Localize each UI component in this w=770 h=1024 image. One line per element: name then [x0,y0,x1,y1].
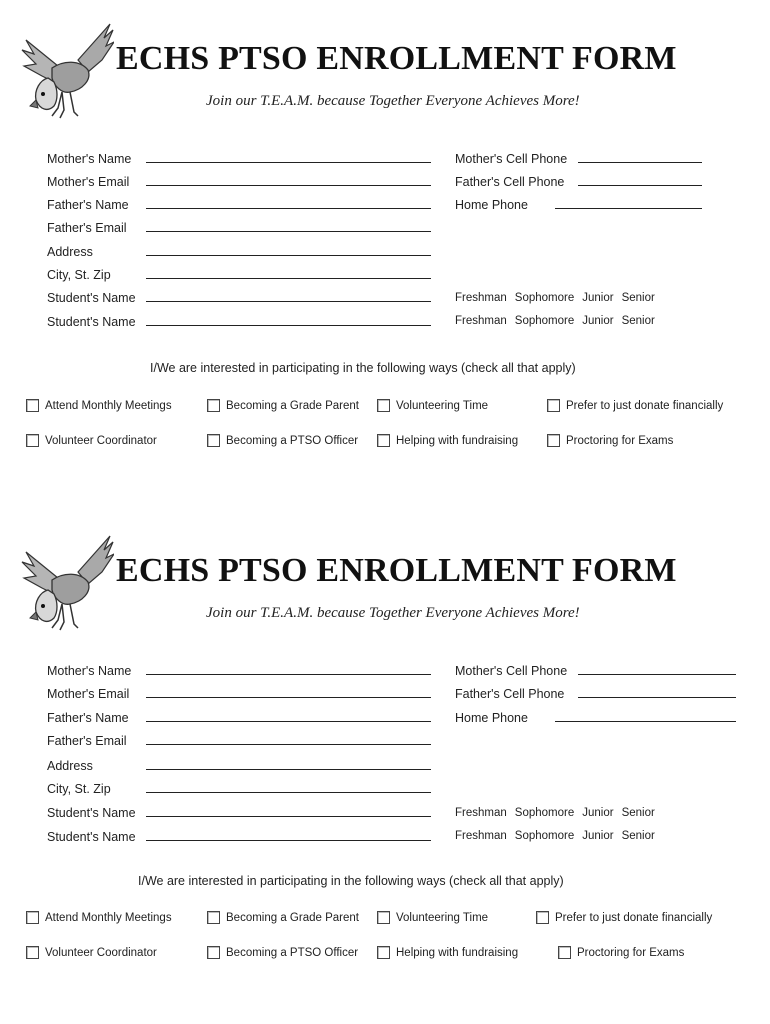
city-state-zip-label: City, St. Zip [47,782,111,796]
city-state-zip-label: City, St. Zip [47,268,111,282]
city-state-zip-field[interactable] [146,792,431,793]
checkbox-donate-financially[interactable] [536,911,712,924]
form-subtitle: Join our T.E.A.M. because Together Everyone Achieves More! [206,93,580,109]
student-name-field-2[interactable] [146,840,431,841]
fathers-cell-phone-field[interactable] [578,185,702,186]
checkbox-label: Becoming a PTSO Officer [226,946,359,959]
checkbox-label: Attend Monthly Meetings [45,399,172,412]
mothers-email-field[interactable] [146,697,431,698]
fathers-name-field[interactable] [146,208,431,209]
form-subtitle: Join our T.E.A.M. because Together Everyone Achieves More! [206,605,580,621]
city-state-zip-field[interactable] [146,278,431,279]
checkbox-label: Volunteer Coordinator [45,434,157,447]
interest-statement: I/We are interested in participating in the following ways (check all that apply) [138,874,564,888]
checkbox-ptso-officer[interactable] [207,434,358,447]
grade-options-2[interactable] [455,315,663,327]
checkbox-volunteer-coordinator[interactable] [26,946,157,959]
checkbox-label: Becoming a PTSO Officer [226,434,359,447]
home-phone-label: Home Phone [455,711,528,725]
checkbox-label: Becoming a Grade Parent [226,911,359,924]
mothers-name-field[interactable] [146,674,431,675]
student-name-label-1: Student's Name [47,291,136,305]
checkbox-label: Helping with fundraising [396,946,519,959]
fathers-email-field[interactable] [146,744,431,745]
grade-junior[interactable]: Junior [582,830,614,842]
checkbox-label: Becoming a Grade Parent [226,399,359,412]
fathers-cell-phone-field[interactable] [578,697,736,698]
grade-options-1[interactable] [455,292,663,304]
checkbox-label: Volunteering Time [396,399,489,412]
home-phone-field[interactable] [555,208,702,209]
checkbox-box[interactable] [377,911,390,924]
home-phone-label: Home Phone [455,198,528,212]
student-name-label-1: Student's Name [47,806,136,820]
grade-options-1[interactable] [455,807,663,819]
checkbox-box[interactable] [547,399,560,412]
mothers-cell-phone-field[interactable] [578,162,702,163]
fathers-name-label: Father's Name [47,711,129,725]
eagle-logo-icon [18,532,114,632]
checkbox-fundraising[interactable] [377,434,518,447]
checkbox-box[interactable] [26,911,39,924]
grade-senior[interactable]: Senior [621,292,655,304]
mothers-cell-phone-label: Mother's Cell Phone [455,664,568,678]
checkbox-box[interactable] [377,946,390,959]
mothers-email-label: Mother's Email [47,687,130,701]
grade-senior[interactable]: Senior [621,807,655,819]
checkbox-label: Helping with fundraising [396,434,519,447]
grade-freshman[interactable]: Freshman [455,292,507,304]
checkbox-label: Prefer to just donate financially [566,399,724,412]
checkbox-box[interactable] [26,434,39,447]
enrollment-form-2 [0,512,770,1024]
grade-freshman[interactable]: Freshman [455,315,507,327]
checkbox-box[interactable] [26,946,39,959]
grade-freshman[interactable]: Freshman [455,807,507,819]
checkbox-grade-parent[interactable] [207,399,359,412]
checkbox-attend-monthly-meetings[interactable] [26,911,172,924]
grade-sophomore[interactable]: Sophomore [514,830,575,842]
checkbox-volunteering-time[interactable] [377,399,488,412]
checkbox-box[interactable] [207,946,220,959]
fathers-email-label: Father's Email [47,734,127,748]
form-title: ECHS PTSO ENROLLMENT FORM [116,40,677,77]
checkbox-box[interactable] [207,399,220,412]
fathers-cell-phone-label: Father's Cell Phone [455,175,565,189]
student-name-label-2: Student's Name [47,830,136,844]
mothers-name-label: Mother's Name [47,152,132,166]
checkbox-box[interactable] [207,434,220,447]
fathers-email-field[interactable] [146,231,431,232]
address-field[interactable] [146,769,431,770]
checkbox-volunteer-coordinator[interactable] [26,434,157,447]
checkbox-label: Volunteering Time [396,911,489,924]
checkbox-attend-monthly-meetings[interactable] [26,399,172,412]
checkbox-grade-parent[interactable] [207,911,359,924]
checkbox-label: Attend Monthly Meetings [45,911,172,924]
fathers-email-label: Father's Email [47,221,127,235]
mothers-email-label: Mother's Email [47,175,130,189]
student-name-field-2[interactable] [146,325,431,326]
fathers-name-label: Father's Name [47,198,129,212]
grade-junior[interactable]: Junior [582,315,614,327]
grade-sophomore[interactable]: Sophomore [514,315,575,327]
grade-junior[interactable]: Junior [582,292,614,304]
checkbox-ptso-officer[interactable] [207,946,358,959]
grade-sophomore[interactable]: Sophomore [514,292,575,304]
checkbox-box[interactable] [377,399,390,412]
interest-statement: I/We are interested in participating in the following ways (check all that apply) [150,361,576,375]
checkbox-volunteering-time[interactable] [377,911,488,924]
checkbox-fundraising[interactable] [377,946,518,959]
grade-senior[interactable]: Senior [621,315,655,327]
eagle-logo-icon [18,20,114,120]
address-label: Address [47,245,93,259]
fathers-name-field[interactable] [146,721,431,722]
checkbox-box[interactable] [558,946,571,959]
grade-senior[interactable]: Senior [621,830,655,842]
mothers-email-field[interactable] [146,185,431,186]
checkbox-donate-financially[interactable] [547,399,723,412]
student-name-field-1[interactable] [146,301,431,302]
grade-options-2[interactable] [455,830,663,842]
grade-junior[interactable]: Junior [582,807,614,819]
home-phone-field[interactable] [555,721,736,722]
checkbox-proctoring-exams[interactable] [558,946,684,959]
checkbox-label: Proctoring for Exams [577,946,685,959]
checkbox-label: Volunteer Coordinator [45,946,157,959]
grade-sophomore[interactable]: Sophomore [514,807,575,819]
address-label: Address [47,759,93,773]
checkbox-proctoring-exams[interactable] [547,434,673,447]
mothers-cell-phone-label: Mother's Cell Phone [455,152,568,166]
mothers-name-label: Mother's Name [47,664,132,678]
mothers-name-field[interactable] [146,162,431,163]
fathers-cell-phone-label: Father's Cell Phone [455,687,565,701]
mothers-cell-phone-field[interactable] [578,674,736,675]
form-title: ECHS PTSO ENROLLMENT FORM [116,552,677,589]
student-name-label-2: Student's Name [47,315,136,329]
checkbox-label: Proctoring for Exams [566,434,674,447]
checkbox-box[interactable] [377,434,390,447]
grade-freshman[interactable]: Freshman [455,830,507,842]
student-name-field-1[interactable] [146,816,431,817]
checkbox-box[interactable] [207,911,220,924]
checkbox-box[interactable] [547,434,560,447]
checkbox-box[interactable] [26,399,39,412]
address-field[interactable] [146,255,431,256]
checkbox-box[interactable] [536,911,549,924]
checkbox-label: Prefer to just donate financially [555,911,713,924]
